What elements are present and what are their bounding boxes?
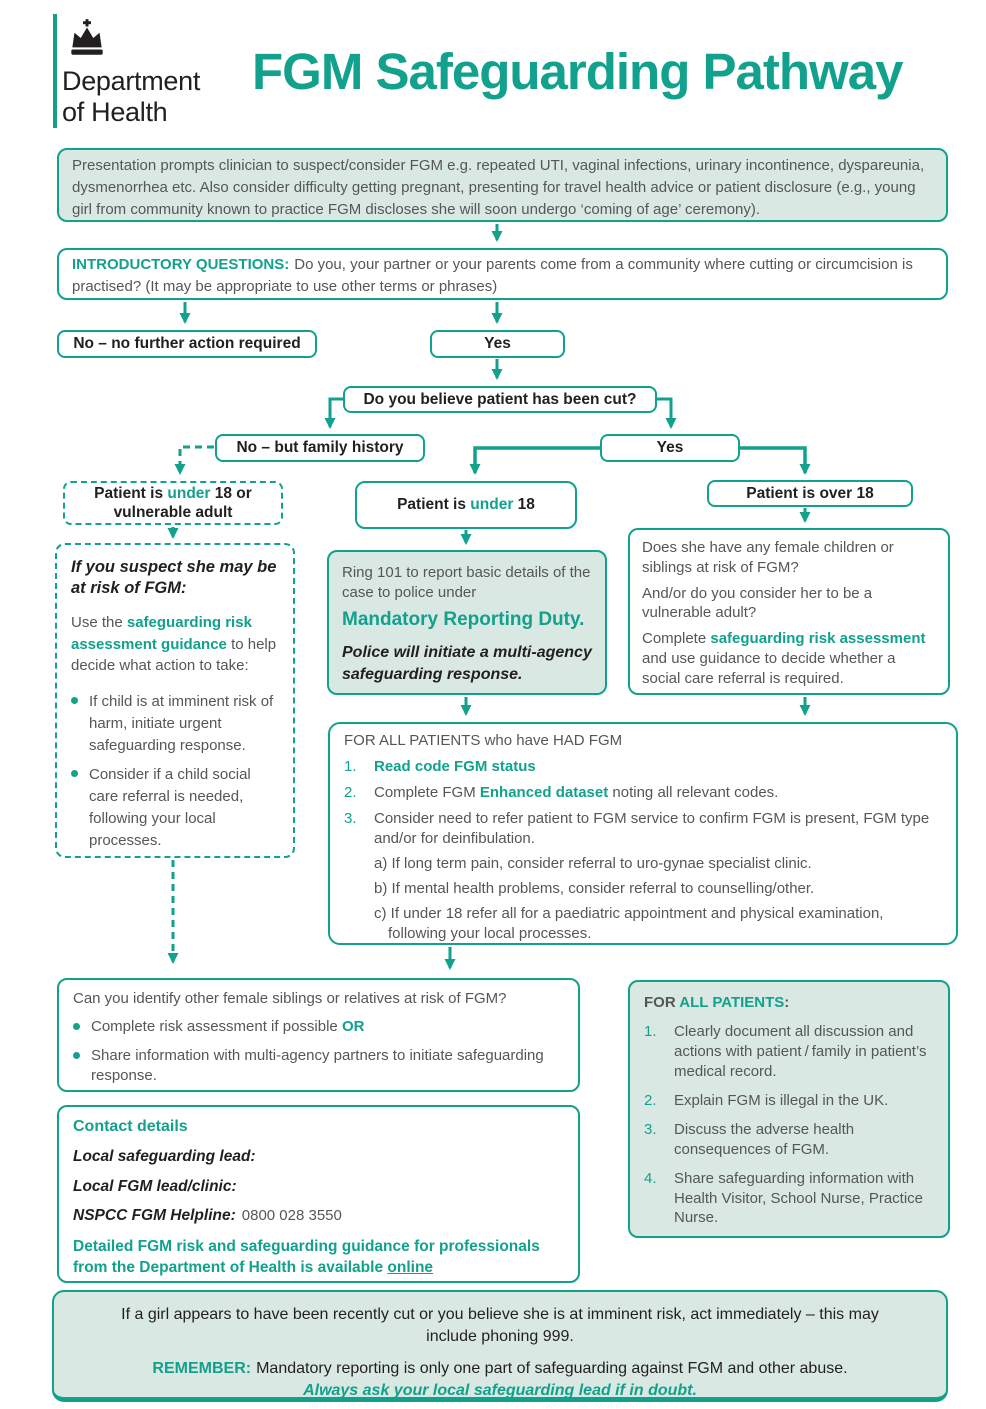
- all-patients-item-1-text: Clearly document all discussion and actions with patient / family in patient’s medical record.: [674, 1022, 927, 1080]
- presentation-text: Presentation prompts clinician to suspect/consider FGM e.g. repeated UTI, vaginal infections, urinary incontinence, dyspareunia, dysmenorrhea etc. Also consider difficulty getting pregnant, presenting for travel health advice or patient disclosure (e.g., young girl from community known to practice FGM discloses she will soon undergo ‘coming of age’ ceremony).: [72, 157, 925, 218]
- identify-b1-highlight: OR: [341, 1018, 365, 1036]
- bullet-dot-icon: [73, 1023, 80, 1030]
- ring-101-box: [327, 550, 607, 695]
- all-patients-item-3: [644, 1120, 934, 1160]
- page-title: FGM Safeguarding Pathway: [252, 43, 903, 100]
- item-pre: Complete FGM: [374, 783, 480, 801]
- identify-bullet-1: [73, 1017, 564, 1037]
- bullet-dot-icon: [73, 1052, 80, 1059]
- patient-under18-vulnerable-box: [63, 481, 283, 525]
- item-number: 2.: [644, 1091, 657, 1109]
- identify-bullet-2: [73, 1046, 564, 1087]
- suspect-bullet-1-text: If child is at imminent risk of harm, initiate urgent safeguarding response.: [89, 693, 274, 754]
- item-number: 4.: [644, 1169, 657, 1187]
- local-safeguarding-lead-label: Local safeguarding lead:: [73, 1147, 256, 1165]
- had-fgm-subitem-c: c) If under 18 refer all for a paediatric appointment and physical examination, following your local processes.: [374, 904, 884, 942]
- patient-over18-label: Patient is over 18: [746, 484, 874, 502]
- item-number: 1.: [344, 757, 357, 775]
- all-patients-item-2-text: Explain FGM is illegal in the UK.: [674, 1091, 889, 1109]
- title-pre: FOR: [644, 994, 680, 1011]
- patient-under18-label: [397, 495, 535, 514]
- had-fgm-item-3-text: [374, 809, 942, 849]
- patient-under18-vuln-post: 18 or vulnerable adult: [113, 484, 252, 521]
- had-fgm-box: [328, 722, 958, 945]
- had-fgm-item-1: [344, 757, 942, 777]
- patient-under18-pre: Patient is: [397, 496, 471, 514]
- suspect-body-highlight: safeguarding risk assessment guidance: [71, 613, 252, 653]
- introductory-questions-box: [57, 248, 948, 300]
- dept-line2: of Health: [62, 97, 168, 127]
- over18-question-3: [642, 629, 936, 688]
- had-fgm-subitem-b: b) If mental health problems, consider referral to counselling/other.: [374, 879, 815, 897]
- online-link[interactable]: online: [387, 1259, 434, 1277]
- no-family-history-label: No – but family history: [236, 439, 404, 457]
- patient-under18-post: 18: [513, 496, 535, 514]
- patient-under18-vuln-highlight: under: [167, 484, 211, 502]
- guidance-pre: Detailed FGM risk and safeguarding guidance for professionals from the Department of Health is available: [73, 1238, 540, 1277]
- contact-details-title: Contact details: [73, 1118, 188, 1135]
- item-number: 2.: [344, 783, 357, 801]
- over18-q3-highlight: safeguarding risk assessment: [710, 630, 926, 648]
- over18-q3-post: and use guidance to decide whether a social care referral is required.: [642, 649, 896, 687]
- suspect-risk-title: If you suspect she may be at risk of FGM:: [71, 558, 277, 598]
- nspcc-helpline-number: 0800 028 3550: [241, 1207, 342, 1225]
- item-pre: Consider need to refer patient to FGM service to confirm FGM is present, FGM type and/or for deinfibulation.: [374, 809, 930, 847]
- yes-cut-label: Yes: [656, 439, 684, 457]
- for-all-patients-box: [628, 980, 950, 1238]
- all-patients-item-4-text: Share safeguarding information with Health Visitor, School Nurse, Practice Nurse.: [674, 1169, 924, 1227]
- suspect-body-pre: Use the: [71, 613, 127, 631]
- patient-over18-box: [707, 480, 913, 507]
- dept-of-health-logo-text: [62, 66, 200, 128]
- footer-remember-row: [94, 1358, 906, 1380]
- footer-warning-box: [52, 1290, 948, 1402]
- over18-q3-pre: Complete: [642, 630, 711, 648]
- ring-101-text: Ring 101 to report basic details of the case to police under: [342, 564, 591, 602]
- patient-under18-vuln-pre: Patient is: [94, 484, 168, 502]
- had-fgm-item-1-text: [374, 757, 536, 777]
- item-number: 3.: [344, 809, 357, 827]
- title-post: :: [784, 994, 790, 1011]
- remember-label: REMEMBER:: [152, 1360, 252, 1377]
- title-highlight: ALL PATIENTS: [679, 994, 785, 1011]
- no-family-history-box: [215, 434, 425, 462]
- identify-siblings-box: [57, 978, 580, 1092]
- identify-title: Can you identify other female siblings or relatives at risk of FGM?: [73, 990, 507, 1007]
- all-patients-item-4: [644, 1169, 934, 1229]
- identify-bullet-1-text: [91, 1017, 364, 1037]
- cut-question-label: Do you believe patient has been cut?: [363, 390, 637, 408]
- footer-always-line: Always ask your local safeguarding lead if in doubt.: [303, 1382, 697, 1399]
- over18-info-box: [628, 528, 950, 695]
- footer-line1: If a girl appears to have been recently cut or you believe she is at imminent risk, act immediately – this may include phoning 999.: [121, 1306, 879, 1345]
- suspect-bullet-1: [71, 691, 279, 756]
- identify-bullet-2-text: Share information with multi-agency partners to initiate safeguarding response.: [91, 1046, 544, 1084]
- mandatory-reporting-duty-label: Mandatory Reporting Duty.: [342, 608, 585, 630]
- over18-question-2: And/or do you consider her to be a vulnerable adult?: [642, 584, 873, 622]
- item-number: 3.: [644, 1120, 657, 1138]
- remember-text: Mandatory reporting is only one part of safeguarding against FGM and other abuse.: [256, 1360, 848, 1377]
- for-all-patients-title: [644, 993, 934, 1013]
- item-post: noting all relevant codes.: [608, 783, 779, 801]
- guidance-line: [73, 1237, 564, 1279]
- crown-icon: [64, 17, 110, 59]
- item-highlight: Read code FGM status: [374, 757, 536, 775]
- identify-b1-pre: Complete risk assessment if possible: [91, 1018, 342, 1036]
- no-further-action-label: No – no further action required: [73, 335, 301, 353]
- item-highlight: Enhanced dataset: [479, 783, 609, 801]
- local-fgm-lead-label: Local FGM lead/clinic:: [73, 1177, 237, 1195]
- yes-community-box: [430, 330, 565, 358]
- over18-question-1: Does she have any female children or siblings at risk of FGM?: [642, 539, 894, 576]
- patient-under18-highlight: under: [470, 496, 514, 514]
- bullet-dot-icon: [71, 770, 78, 777]
- had-fgm-item-3: [344, 809, 942, 849]
- bullet-dot-icon: [71, 697, 78, 704]
- dept-line1: Department: [62, 66, 201, 96]
- nspcc-helpline-row: [73, 1206, 564, 1227]
- yes-community-label: Yes: [484, 335, 511, 353]
- had-fgm-title: FOR ALL PATIENTS who have HAD FGM: [344, 732, 623, 749]
- nspcc-helpline-label: NSPCC FGM Helpline:: [73, 1207, 236, 1225]
- had-fgm-item-2: [344, 783, 942, 803]
- contact-details-box: [57, 1105, 580, 1283]
- yes-cut-box: [600, 434, 740, 462]
- suspect-risk-box: [55, 543, 295, 858]
- suspect-bullet-2: [71, 764, 279, 851]
- brand-accent-bar: [53, 14, 57, 128]
- all-patients-item-1: [644, 1022, 934, 1082]
- had-fgm-item-2-text: [374, 783, 778, 803]
- suspect-risk-body: [71, 612, 279, 677]
- suspect-body-post: to help decide what action to take:: [71, 635, 277, 675]
- patient-under18-vulnerable-label: [83, 484, 263, 523]
- had-fgm-subitem-a: a) If long term pain, consider referral to uro-gynae specialist clinic.: [374, 854, 812, 872]
- police-response-note: Police will initiate a multi-agency safeguarding response.: [342, 644, 592, 683]
- intro-questions-text: Do you, your partner or your parents come from a community where cutting or circumcision is practised? (It may be appropriate to use other terms or phrases): [72, 256, 913, 295]
- suspect-bullet-2-text: Consider if a child social care referral is needed, following your local processes.: [89, 766, 251, 849]
- no-further-action-box: [57, 330, 317, 358]
- item-number: 1.: [644, 1022, 657, 1040]
- presentation-prompt-box: [57, 148, 948, 222]
- intro-questions-label: INTRODUCTORY QUESTIONS:: [72, 256, 290, 273]
- cut-question-box: [343, 386, 657, 413]
- all-patients-item-3-text: Discuss the adverse health consequences of FGM.: [674, 1120, 855, 1158]
- patient-under18-box: [355, 481, 577, 529]
- all-patients-item-2: [644, 1091, 934, 1111]
